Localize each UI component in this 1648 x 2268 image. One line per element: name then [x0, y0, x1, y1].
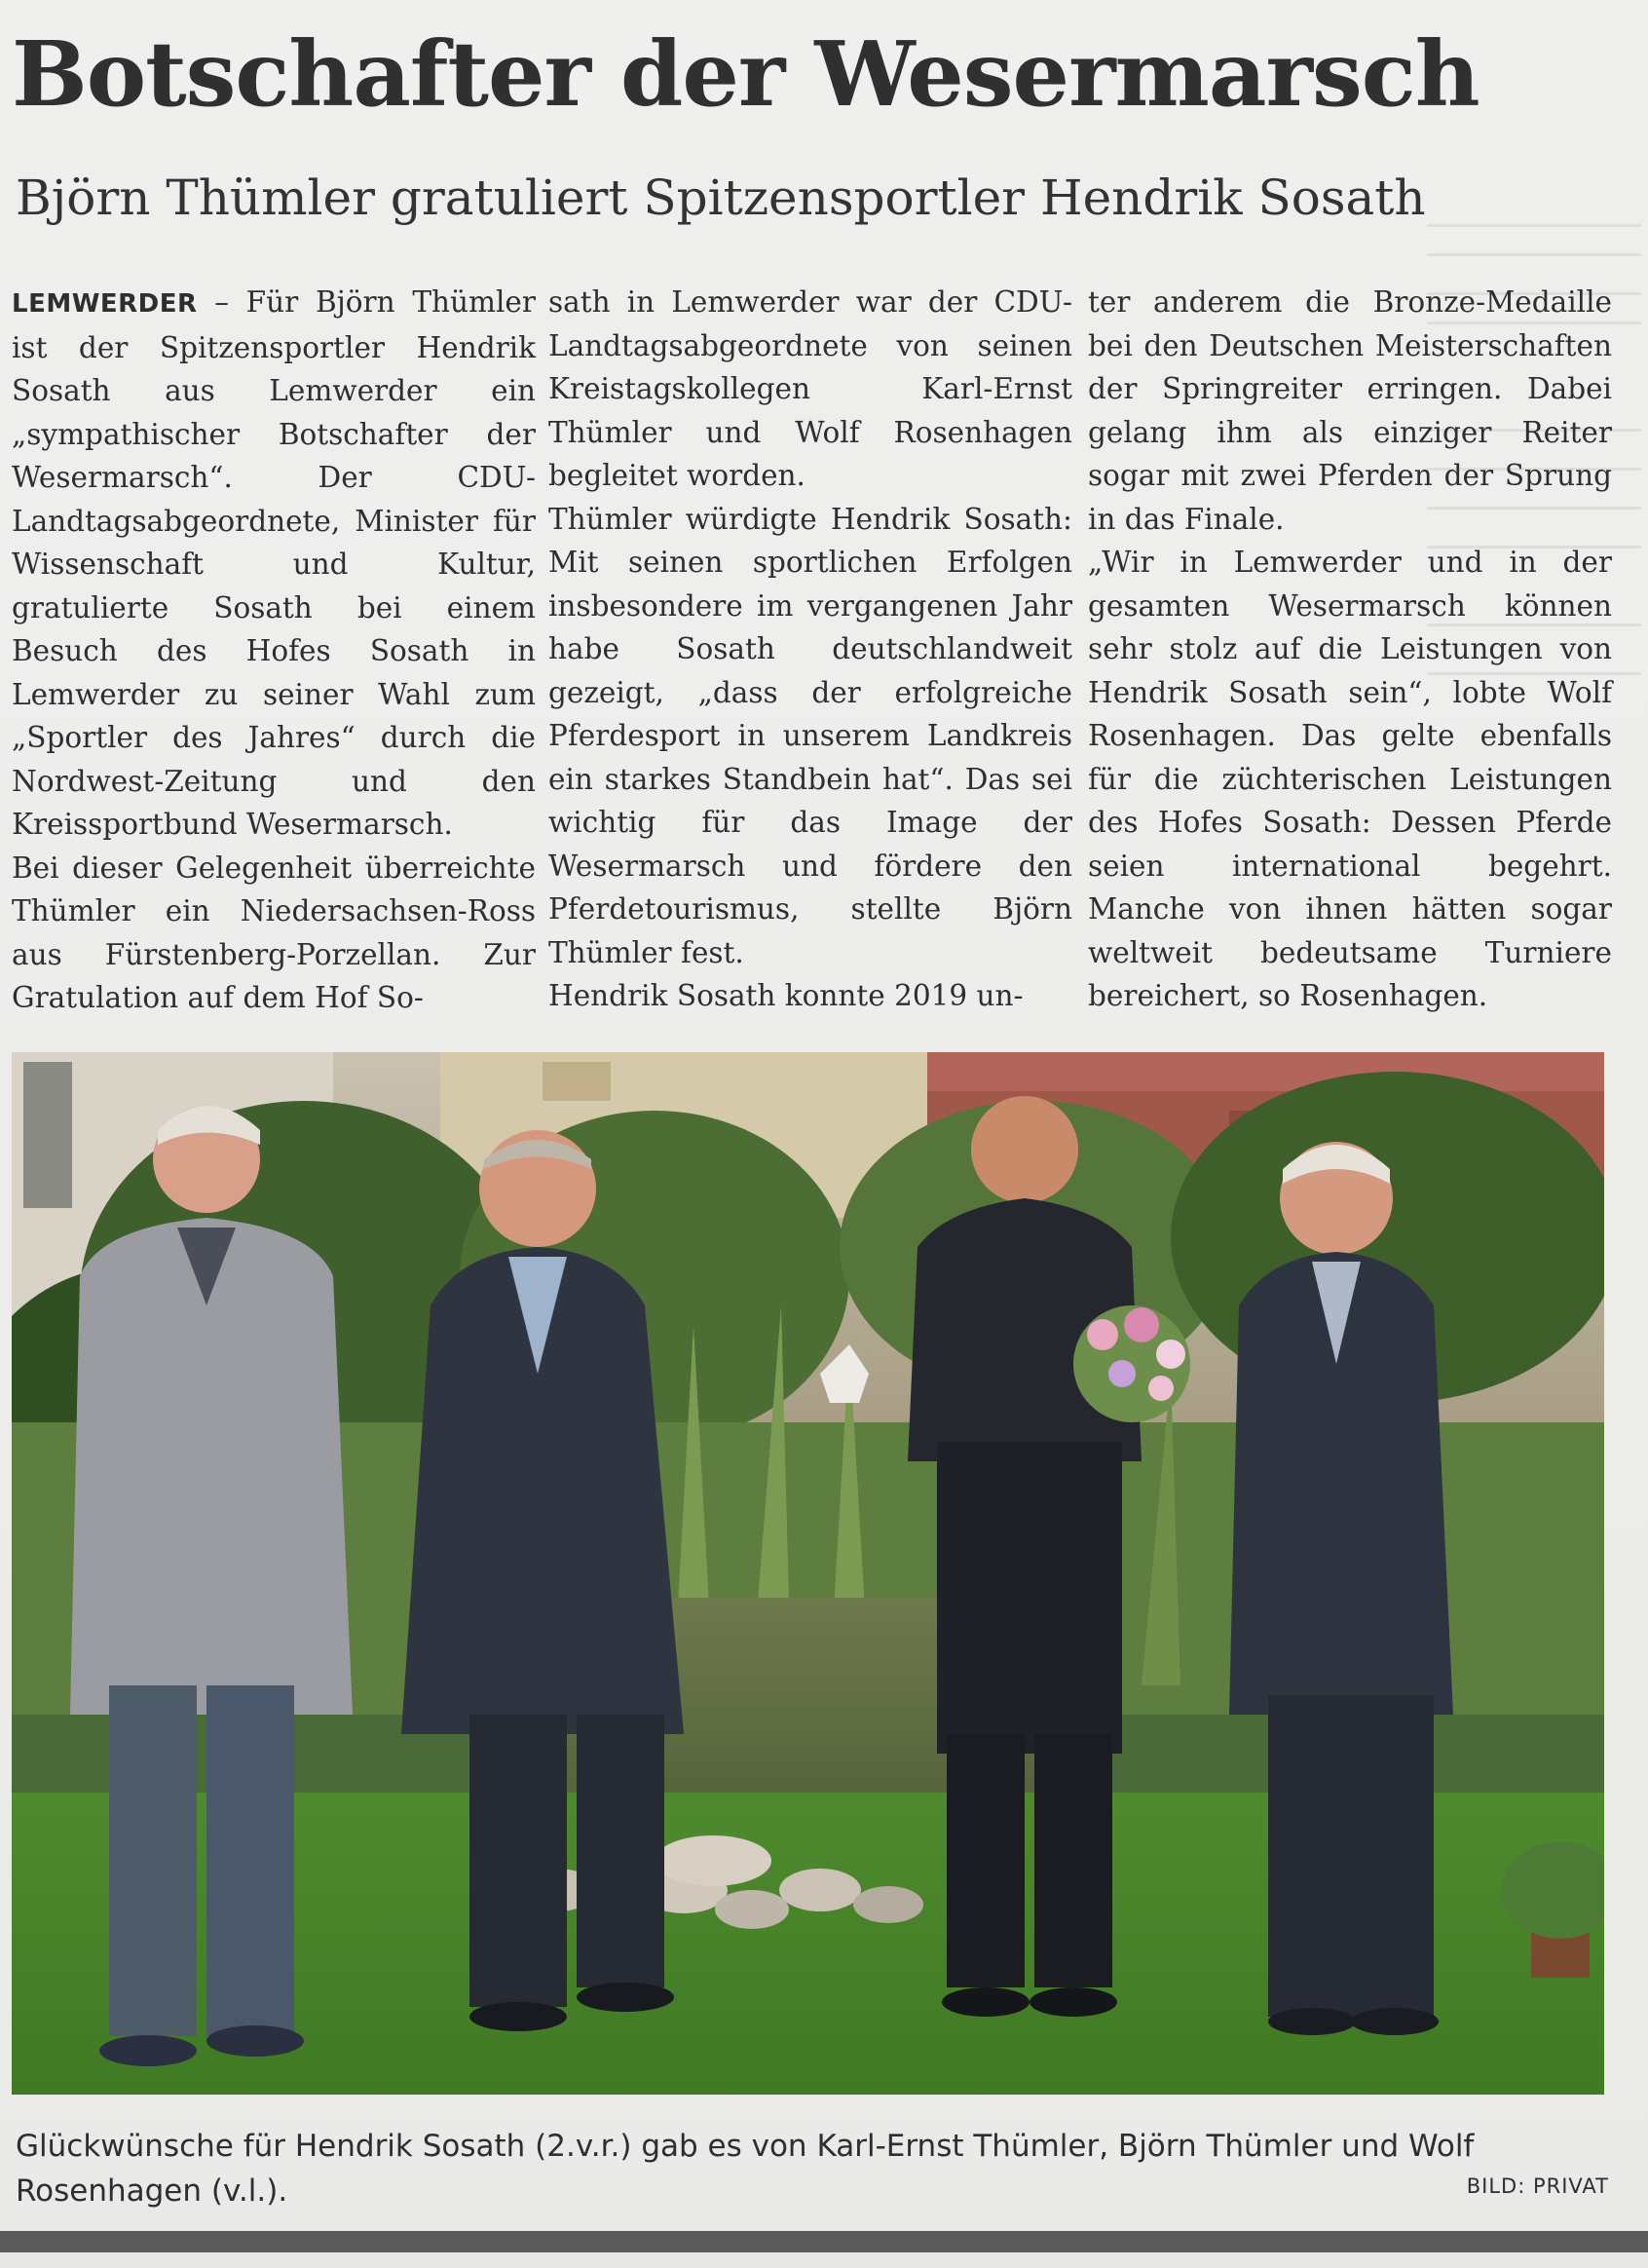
column-2-paragraph-1: sath in Lemwerder war der CDU-Landtagsabgeordnete von seinen Kreistagskollegen Karl-Ernst Thümler und Wolf Rosenhagen begleitet worden. [548, 285, 1072, 492]
column-1-paragraph-2: Bei dieser Gelegenheit überreichte Thümler ein Niedersachsen-Ross aus Fürstenberg-Porzellan. Zur Gratulation auf dem Hof So- [12, 850, 536, 1014]
article-column-3 [1088, 281, 1612, 1018]
dateline: LEMWERDER [12, 289, 198, 319]
article-subheadline: Björn Thümler gratuliert Spitzensportler Hendrik Sosath [16, 170, 1426, 226]
column-3-paragraph-2: „Wir in Lemwerder und in der gesamten Wesermarsch können sehr stolz auf die Leistungen von Hendrik Sosath sein“, lobte Wolf Rosenhagen. Das gelte ebenfalls für die züchterischen Leistungen des Hofes Sosath: Dessen Pferde seien international begehrt. Manche von ihnen hätten sogar weltweit bedeutsame Turniere bereichert, so Rosenhagen. [1088, 546, 1612, 1012]
photo-caption: Glückwünsche für Hendrik Sosath (2.v.r.) gab es von Karl-Ernst Thümler, Björn Thümler und Wolf Rosenhagen (v.l.). [16, 2129, 1475, 2209]
column-1-text-1: – Für Björn Thümler ist der Spitzensportler Hendrik Sosath aus Lemwerder ein „sympathischer Botschafter der Wesermarsch“. Der CDU-Landtagsabgeordnete, Minister für Wissenschaft und Kultur, gratulierte Sosath bei einem Besuch des Hofes Sosath in Lemwerder zu seiner Wahl zum „Sportler des Jahres“ durch die Nordwest-Zeitung und den Kreissportbund Wesermarsch. [12, 285, 536, 841]
article-column-1 [12, 281, 536, 1020]
article-headline: Botschafter der Wesermarsch [12, 21, 1479, 127]
photo-credit: BILD: PRIVAT [1466, 2174, 1609, 2198]
article-column-2 [548, 281, 1072, 1018]
page-bottom-strip [0, 2252, 1648, 2268]
garden-group-photo [12, 1052, 1604, 2095]
column-2-paragraph-2: Thümler würdigte Hendrik Sosath: Mit seinen sportlichen Erfolgen insbesondere im vergangenen Jahr habe Sosath deutschlandweit gezeigt, „dass der erfolgreiche Pferdesport in unserem Landkreis ein starkes Standbein hat“. Das sei wichtig für das Image der Wesermarsch und fördere den Pferdetourismus, stellte Björn Thümler fest. [548, 502, 1072, 969]
column-1-paragraph-1 [12, 281, 536, 847]
column-3-paragraph-1: ter anderem die Bronze-Medaille bei den Deutschen Meisterschaften der Springreiter erringen. Dabei gelang ihm als einziger Reiter sogar mit zwei Pferden der Sprung in das Finale. [1088, 285, 1612, 536]
column-2-paragraph-3: Hendrik Sosath konnte 2019 un- [548, 979, 1024, 1012]
page-bottom-rule [0, 2231, 1648, 2252]
flower-bouquet [1073, 1305, 1190, 1422]
article-photo [12, 1052, 1604, 2095]
